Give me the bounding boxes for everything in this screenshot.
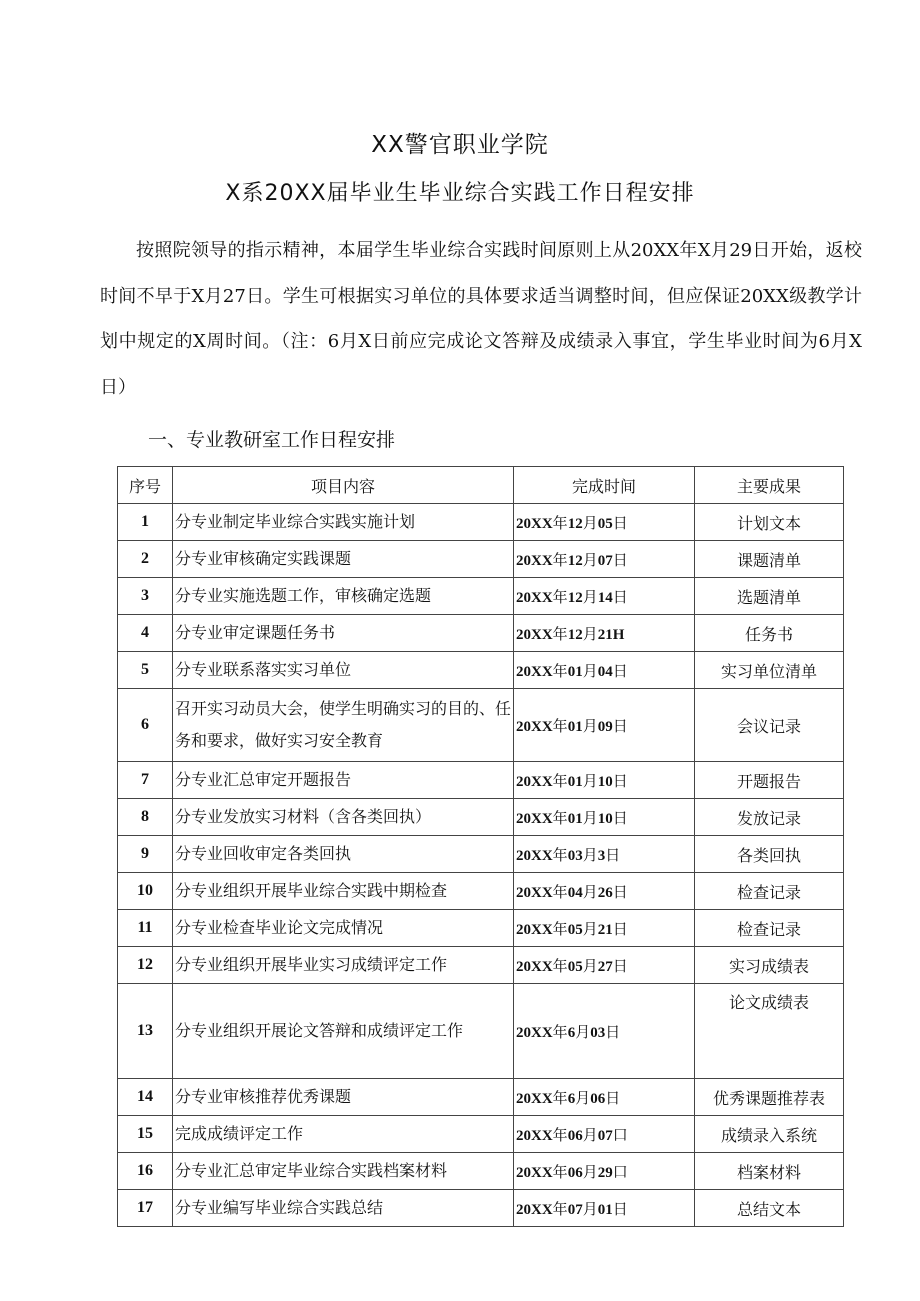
table-row — [118, 1190, 844, 1227]
row-date: 20XX年12月21H — [514, 615, 695, 652]
row-date: 20XX年01月10日 — [514, 799, 695, 836]
row-number: 13 — [118, 984, 173, 1079]
row-result: 优秀课题推荐表 — [695, 1079, 844, 1116]
row-result: 发放记录 — [695, 799, 844, 836]
row-number: 6 — [118, 689, 173, 762]
row-item: 分专业汇总审定毕业综合实践档案材料 — [173, 1153, 514, 1190]
row-item: 完成成绩评定工作 — [173, 1116, 514, 1153]
row-number: 10 — [118, 873, 173, 910]
table-row — [118, 910, 844, 947]
row-result: 选题清单 — [695, 578, 844, 615]
table-row — [118, 689, 844, 762]
table-row — [118, 762, 844, 799]
row-number: 1 — [118, 504, 173, 541]
table-row — [118, 504, 844, 541]
row-item: 分专业组织开展毕业实习成绩评定工作 — [173, 947, 514, 984]
row-date: 20XX年12月05日 — [514, 504, 695, 541]
row-date: 20XX年06月29口 — [514, 1153, 695, 1190]
header-item: 项目内容 — [173, 467, 514, 504]
row-result: 各类回执 — [695, 836, 844, 873]
intro-paragraph: 按照院领导的指示精神，本届学生毕业综合实践时间原则上从20XX年X月29日开始，返校时间不早于X月27日。学生可根据实习单位的具体要求适当调整时间，但应保证20XX级教学计划中规定的X周时间。（注：6月X日前应完成论文答辩及成绩录入事宜，学生毕业时间为6月X日） — [100, 240, 862, 398]
row-result: 成绩录入系统 — [695, 1116, 844, 1153]
row-item: 分专业联系落实实习单位 — [173, 652, 514, 689]
row-number: 3 — [118, 578, 173, 615]
row-item: 分专业审定课题任务书 — [173, 615, 514, 652]
row-item: 分专业汇总审定开题报告 — [173, 762, 514, 799]
row-result: 档案材料 — [695, 1153, 844, 1190]
table-row — [118, 984, 844, 1079]
row-item: 分专业制定毕业综合实践实施计划 — [173, 504, 514, 541]
table-row — [118, 578, 844, 615]
row-item: 召开实习动员大会，使学生明确实习的目的、任务和要求，做好实习安全教育 — [173, 689, 514, 762]
row-result: 实习单位清单 — [695, 652, 844, 689]
row-date: 20XX年05月27日 — [514, 947, 695, 984]
row-date: 20XX年06月07口 — [514, 1116, 695, 1153]
row-number: 9 — [118, 836, 173, 873]
row-number: 11 — [118, 910, 173, 947]
row-result: 计划文本 — [695, 504, 844, 541]
row-number: 12 — [118, 947, 173, 984]
row-number: 7 — [118, 762, 173, 799]
row-item: 分专业编写毕业综合实践总结 — [173, 1190, 514, 1227]
header-result: 主要成果 — [695, 467, 844, 504]
row-item: 分专业审核推荐优秀课题 — [173, 1079, 514, 1116]
table-header-row — [118, 467, 844, 504]
table-row — [118, 1079, 844, 1116]
row-result: 实习成绩表 — [695, 947, 844, 984]
row-item: 分专业发放实习材料（含各类回执） — [173, 799, 514, 836]
table-row — [118, 836, 844, 873]
row-result: 会议记录 — [695, 689, 844, 762]
row-result: 课题清单 — [695, 541, 844, 578]
section-heading: 一、专业教研室工作日程安排 — [148, 429, 396, 451]
row-number: 8 — [118, 799, 173, 836]
table-row — [118, 652, 844, 689]
row-date: 20XX年01月09日 — [514, 689, 695, 762]
row-number: 4 — [118, 615, 173, 652]
row-date: 20XX年01月04日 — [514, 652, 695, 689]
row-item: 分专业检查毕业论文完成情况 — [173, 910, 514, 947]
table-row — [118, 799, 844, 836]
row-date: 20XX年01月10日 — [514, 762, 695, 799]
row-date: 20XX年12月14日 — [514, 578, 695, 615]
row-item: 分专业组织开展论文答辩和成绩评定工作 — [173, 984, 514, 1079]
table-row — [118, 947, 844, 984]
table-row — [118, 1153, 844, 1190]
table-row — [118, 541, 844, 578]
row-number: 15 — [118, 1116, 173, 1153]
row-result: 检查记录 — [695, 910, 844, 947]
row-item: 分专业组织开展毕业综合实践中期检查 — [173, 873, 514, 910]
row-result: 总结文本 — [695, 1190, 844, 1227]
row-number: 16 — [118, 1153, 173, 1190]
row-result: 任务书 — [695, 615, 844, 652]
row-item: 分专业回收审定各类回执 — [173, 836, 514, 873]
row-date: 20XX年07月01日 — [514, 1190, 695, 1227]
table-row — [118, 873, 844, 910]
institution-title: XX警官职业学院 — [371, 132, 549, 158]
schedule-table — [117, 466, 844, 1227]
header-no: 序号 — [118, 467, 173, 504]
document-title: X系20XX届毕业生毕业综合实践工作日程安排 — [225, 181, 695, 206]
row-number: 5 — [118, 652, 173, 689]
table-row — [118, 615, 844, 652]
table-row — [118, 1116, 844, 1153]
row-item: 分专业审核确定实践课题 — [173, 541, 514, 578]
header-date: 完成时间 — [514, 467, 695, 504]
row-result: 开题报告 — [695, 762, 844, 799]
row-date: 20XX年6月06日 — [514, 1079, 695, 1116]
row-result: 论文成绩表 — [695, 984, 844, 1079]
row-number: 17 — [118, 1190, 173, 1227]
row-date: 20XX年03月3日 — [514, 836, 695, 873]
row-date: 20XX年6月03日 — [514, 984, 695, 1079]
row-item: 分专业实施选题工作，审核确定选题 — [173, 578, 514, 615]
row-date: 20XX年05月21日 — [514, 910, 695, 947]
row-date: 20XX年04月26日 — [514, 873, 695, 910]
row-date: 20XX年12月07日 — [514, 541, 695, 578]
row-number: 2 — [118, 541, 173, 578]
row-number: 14 — [118, 1079, 173, 1116]
row-result: 检查记录 — [695, 873, 844, 910]
